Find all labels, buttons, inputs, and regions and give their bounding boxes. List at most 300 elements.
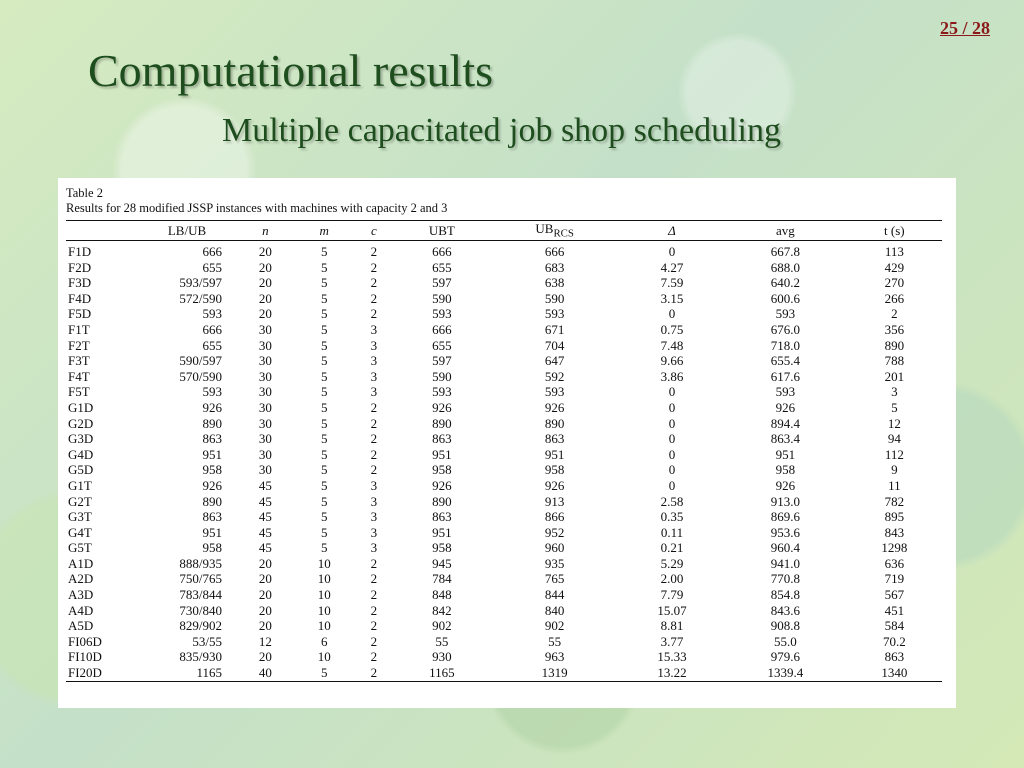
cell-ub-rcs: 902 [544, 618, 565, 634]
table-row [66, 618, 942, 634]
table-row [66, 338, 942, 354]
cell-ub-rcs: 844 [544, 587, 565, 603]
cell-n: 20 [258, 587, 272, 603]
cell-ub-rcs: 683 [544, 259, 565, 275]
cell-ub-rcs: 593 [544, 306, 565, 322]
cell-ub-rcs: 1319 [541, 665, 568, 681]
cell-time: 890 [884, 337, 905, 353]
cell-delta: 15.33 [657, 649, 687, 665]
cell-delta: 5.29 [660, 555, 684, 571]
cell-lb-ub: 666 [202, 321, 222, 337]
cell-time: 270 [884, 275, 905, 291]
cell-avg: 676.0 [770, 321, 801, 337]
cell-avg: 926 [775, 399, 796, 415]
cell-time: 3 [891, 384, 898, 400]
cell-time: 266 [884, 290, 905, 306]
cell-m: 5 [320, 477, 328, 493]
cell-instance: A2D [68, 571, 94, 587]
header-ub-subscript: RCS [553, 227, 574, 240]
cell-instance: F4T [68, 368, 90, 384]
cell-ub-rcs: 590 [544, 290, 565, 306]
table-row [66, 291, 942, 307]
cell-m: 5 [320, 446, 328, 462]
cell-time: 9 [891, 462, 898, 478]
table-row [66, 587, 942, 603]
cell-c: 2 [370, 665, 378, 681]
cell-avg: 55.0 [774, 633, 797, 649]
cell-n: 30 [258, 415, 272, 431]
table-row [66, 649, 942, 665]
cell-time: 201 [884, 368, 905, 384]
header-m: m [295, 221, 354, 241]
cell-lb-ub: 655 [202, 337, 222, 353]
cell-instance: FI20D [68, 665, 102, 681]
cell-ubt: 958 [432, 540, 452, 556]
cell-ub-rcs: 926 [544, 399, 565, 415]
cell-m: 5 [320, 244, 328, 259]
cell-ubt: 926 [432, 477, 452, 493]
cell-time: 567 [884, 587, 905, 603]
cell-delta: 3.77 [660, 633, 684, 649]
table-row [66, 462, 942, 478]
cell-instance: G4T [68, 524, 92, 540]
cell-ubt: 958 [432, 462, 452, 478]
cell-m: 5 [320, 665, 328, 681]
header-ub-label: UB [535, 221, 554, 237]
cell-c: 3 [370, 524, 378, 540]
cell-lb-ub: 863 [202, 431, 222, 447]
cell-instance: F3D [68, 275, 92, 291]
cell-n: 45 [258, 477, 272, 493]
cell-delta: 0 [668, 384, 676, 400]
header-n: n [236, 221, 295, 241]
cell-lb-ub: 593 [202, 384, 222, 400]
header-avg: avg [724, 221, 847, 241]
cell-lb-ub: 593 [202, 306, 222, 322]
cell-instance: A5D [68, 618, 94, 634]
cell-avg: 718.0 [770, 337, 801, 353]
cell-m: 10 [317, 587, 331, 603]
cell-ubt: 890 [432, 493, 452, 509]
cell-n: 20 [258, 602, 272, 618]
cell-time: 70.2 [882, 633, 906, 649]
cell-lb-ub: 951 [202, 524, 222, 540]
cell-avg: 926 [775, 477, 796, 493]
cell-instance: G2T [68, 493, 92, 509]
cell-n: 20 [258, 244, 272, 259]
cell-lb-ub: 666 [202, 244, 222, 259]
cell-avg: 843.6 [770, 602, 801, 618]
cell-n: 20 [258, 649, 272, 665]
cell-m: 5 [320, 431, 328, 447]
cell-c: 3 [370, 509, 378, 525]
slide-title: Computational results [88, 45, 494, 96]
cell-avg: 960.4 [770, 540, 801, 556]
cell-c: 2 [370, 244, 378, 259]
cell-m: 10 [317, 649, 331, 665]
table-row [66, 634, 942, 650]
table-row [66, 540, 942, 556]
cell-ub-rcs: 963 [544, 649, 565, 665]
cell-n: 30 [258, 431, 272, 447]
cell-time: 1298 [881, 540, 908, 556]
cell-delta: 7.48 [660, 337, 684, 353]
table-row [66, 509, 942, 525]
cell-ub-rcs: 671 [544, 321, 565, 337]
cell-m: 5 [320, 524, 328, 540]
cell-c: 2 [370, 649, 378, 665]
table-row [66, 571, 942, 587]
table-row [66, 525, 942, 541]
cell-m: 10 [317, 618, 331, 634]
cell-time: 843 [884, 524, 905, 540]
cell-lb-ub: 730/840 [179, 602, 222, 618]
cell-lb-ub: 958 [202, 540, 222, 556]
table-row [66, 400, 942, 416]
cell-avg: 941.0 [770, 555, 801, 571]
cell-instance: G5D [68, 462, 94, 478]
cell-n: 30 [258, 462, 272, 478]
cell-n: 20 [258, 555, 272, 571]
cell-n: 30 [258, 321, 272, 337]
cell-delta: 0.11 [660, 524, 684, 540]
cell-c: 2 [370, 587, 378, 603]
cell-n: 30 [258, 353, 272, 369]
cell-ub-rcs: 647 [544, 353, 565, 369]
cell-ub-rcs: 958 [544, 462, 565, 478]
cell-instance: A3D [68, 587, 94, 603]
cell-avg: 593 [775, 306, 796, 322]
cell-ub-rcs: 638 [544, 275, 565, 291]
cell-avg: 1339.4 [767, 665, 804, 681]
cell-instance: F5T [68, 384, 90, 400]
cell-delta: 0 [668, 477, 676, 493]
cell-n: 20 [258, 275, 272, 291]
cell-delta: 0 [668, 244, 676, 259]
cell-lb-ub: 888/935 [179, 555, 222, 571]
header-time: t (s) [847, 221, 942, 241]
cell-delta: 13.22 [657, 665, 687, 681]
cell-avg: 958 [775, 462, 796, 478]
cell-instance: FI10D [68, 649, 102, 665]
cell-n: 20 [258, 259, 272, 275]
cell-delta: 0 [668, 306, 676, 322]
cell-ubt: 593 [432, 384, 452, 400]
cell-m: 5 [320, 353, 328, 369]
cell-ub-rcs: 952 [544, 524, 565, 540]
header-delta: Δ [620, 221, 724, 241]
cell-ubt: 945 [432, 555, 452, 571]
cell-delta: 0 [668, 415, 676, 431]
cell-ub-rcs: 593 [544, 384, 565, 400]
cell-ubt: 597 [432, 353, 452, 369]
cell-lb-ub: 590/597 [179, 353, 222, 369]
results-table-body [66, 241, 942, 682]
cell-delta: 4.27 [660, 259, 684, 275]
cell-lb-ub: 655 [202, 259, 222, 275]
cell-time: 719 [884, 571, 905, 587]
cell-lb-ub: 829/902 [179, 618, 222, 634]
cell-m: 5 [320, 462, 328, 478]
cell-m: 10 [317, 602, 331, 618]
page-number[interactable]: 25 / 28 [939, 18, 990, 38]
cell-ub-rcs: 960 [544, 540, 565, 556]
table-row [66, 241, 942, 260]
cell-lb-ub: 958 [202, 462, 222, 478]
cell-avg: 951 [775, 446, 796, 462]
cell-ubt: 842 [432, 602, 452, 618]
cell-ubt: 951 [432, 524, 452, 540]
cell-time: 895 [884, 509, 905, 525]
cell-time: 863 [884, 649, 905, 665]
cell-c: 2 [370, 462, 378, 478]
cell-ubt: 655 [432, 259, 452, 275]
cell-instance: F1T [68, 321, 90, 337]
cell-instance: F2D [68, 259, 92, 275]
header-lb-ub: LB/UB [138, 221, 236, 241]
table-row [66, 494, 942, 510]
cell-n: 20 [258, 306, 272, 322]
cell-avg: 688.0 [770, 259, 801, 275]
cell-delta: 2.00 [660, 571, 684, 587]
cell-time: 788 [884, 353, 905, 369]
cell-instance: G2D [68, 415, 94, 431]
cell-delta: 7.59 [660, 275, 684, 291]
table-caption-text: Results for 28 modified JSSP instances with machines with capacity 2 and 3 [66, 201, 448, 215]
cell-avg: 770.8 [770, 571, 801, 587]
cell-ubt: 655 [432, 337, 452, 353]
cell-c: 2 [370, 431, 378, 447]
cell-ubt: 1165 [429, 665, 455, 681]
cell-time: 112 [884, 446, 904, 462]
cell-m: 5 [320, 321, 328, 337]
cell-ubt: 666 [432, 244, 452, 259]
table-row [66, 603, 942, 619]
cell-delta: 8.81 [660, 618, 684, 634]
cell-n: 30 [258, 399, 272, 415]
cell-avg: 667.8 [770, 244, 801, 259]
cell-time: 94 [887, 431, 901, 447]
cell-n: 30 [258, 368, 272, 384]
cell-m: 5 [320, 384, 328, 400]
cell-ubt: 863 [432, 509, 452, 525]
cell-lb-ub: 835/930 [179, 649, 222, 665]
cell-time: 782 [884, 493, 905, 509]
cell-lb-ub: 951 [202, 446, 222, 462]
header-c: c [354, 221, 395, 241]
cell-instance: G1D [68, 399, 94, 415]
cell-n: 30 [258, 337, 272, 353]
cell-c: 2 [370, 602, 378, 618]
table-row [66, 556, 942, 572]
cell-m: 5 [320, 337, 328, 353]
cell-ub-rcs: 765 [544, 571, 565, 587]
cell-lb-ub: 750/765 [179, 571, 222, 587]
cell-m: 5 [320, 368, 328, 384]
cell-delta: 2.58 [660, 493, 684, 509]
cell-c: 2 [370, 618, 378, 634]
cell-n: 45 [258, 509, 272, 525]
cell-delta: 0 [668, 446, 676, 462]
table-row [66, 447, 942, 463]
cell-lb-ub: 890 [202, 415, 222, 431]
cell-m: 5 [320, 306, 328, 322]
table-row [66, 306, 942, 322]
cell-lb-ub: 572/590 [179, 290, 222, 306]
cell-avg: 953.6 [770, 524, 801, 540]
results-table [66, 220, 942, 682]
cell-c: 2 [370, 555, 378, 571]
cell-n: 45 [258, 540, 272, 556]
cell-ub-rcs: 704 [544, 337, 565, 353]
cell-ubt: 890 [432, 415, 452, 431]
cell-ub-rcs: 926 [544, 477, 565, 493]
cell-avg: 908.8 [770, 618, 801, 634]
cell-c: 3 [370, 477, 378, 493]
cell-ub-rcs: 935 [544, 555, 565, 571]
cell-n: 45 [258, 493, 272, 509]
cell-m: 10 [317, 555, 331, 571]
cell-lb-ub: 783/844 [179, 587, 222, 603]
table-row [66, 322, 942, 338]
cell-lb-ub: 926 [202, 399, 222, 415]
cell-time: 113 [884, 244, 904, 259]
cell-avg: 869.6 [770, 509, 801, 525]
cell-avg: 913.0 [770, 493, 801, 509]
cell-delta: 3.15 [660, 290, 684, 306]
cell-instance: FI06D [68, 633, 102, 649]
cell-m: 5 [320, 399, 328, 415]
cell-c: 3 [370, 384, 378, 400]
cell-ubt: 590 [432, 290, 452, 306]
cell-delta: 3.86 [660, 368, 684, 384]
cell-delta: 0.75 [660, 321, 684, 337]
cell-avg: 979.6 [770, 649, 801, 665]
cell-instance: G3T [68, 509, 92, 525]
cell-m: 5 [320, 275, 328, 291]
cell-c: 2 [370, 306, 378, 322]
cell-n: 45 [258, 524, 272, 540]
cell-ubt: 863 [432, 431, 452, 447]
cell-time: 429 [884, 259, 905, 275]
cell-c: 2 [370, 259, 378, 275]
cell-c: 2 [370, 275, 378, 291]
cell-n: 30 [258, 446, 272, 462]
cell-ub-rcs: 55 [548, 633, 562, 649]
table-row [66, 353, 942, 369]
cell-n: 20 [258, 290, 272, 306]
cell-ub-rcs: 951 [544, 446, 565, 462]
cell-time: 356 [884, 321, 905, 337]
cell-c: 3 [370, 337, 378, 353]
cell-delta: 7.79 [660, 587, 684, 603]
cell-c: 2 [370, 290, 378, 306]
slide-subtitle: Multiple capacitated job shop scheduling [222, 112, 781, 149]
cell-delta: 0.21 [660, 540, 684, 556]
cell-ub-rcs: 913 [544, 493, 565, 509]
header-ubt: UBT [394, 221, 489, 241]
table-caption-number: Table 2 [66, 186, 103, 200]
cell-m: 5 [320, 509, 328, 525]
cell-instance: G4D [68, 446, 94, 462]
cell-n: 20 [258, 618, 272, 634]
cell-ubt: 55 [435, 633, 449, 649]
cell-c: 2 [370, 446, 378, 462]
cell-avg: 894.4 [770, 415, 801, 431]
cell-m: 6 [320, 633, 328, 649]
cell-ub-rcs: 866 [544, 509, 565, 525]
cell-lb-ub: 570/590 [179, 368, 222, 384]
cell-c: 3 [370, 353, 378, 369]
cell-delta: 0.35 [660, 509, 684, 525]
cell-c: 3 [370, 368, 378, 384]
table-row [66, 416, 942, 432]
cell-time: 636 [884, 555, 905, 571]
table-row [66, 275, 942, 291]
cell-c: 3 [370, 540, 378, 556]
table-row [66, 431, 942, 447]
cell-ubt: 597 [432, 275, 452, 291]
cell-lb-ub: 53/55 [192, 633, 222, 649]
cell-time: 12 [887, 415, 901, 431]
table-row [66, 478, 942, 494]
cell-instance: G5T [68, 540, 92, 556]
cell-m: 5 [320, 540, 328, 556]
cell-ubt: 666 [432, 321, 452, 337]
cell-time: 2 [891, 306, 898, 322]
cell-avg: 593 [775, 384, 796, 400]
table-row [66, 260, 942, 276]
cell-time: 1340 [881, 665, 908, 681]
cell-m: 5 [320, 415, 328, 431]
cell-time: 584 [884, 618, 905, 634]
cell-ub-rcs: 592 [544, 368, 565, 384]
cell-m: 5 [320, 259, 328, 275]
cell-instance: G3D [68, 431, 94, 447]
cell-lb-ub: 926 [202, 477, 222, 493]
cell-n: 30 [258, 384, 272, 400]
table-row [66, 665, 942, 681]
cell-n: 12 [258, 633, 272, 649]
cell-c: 2 [370, 633, 378, 649]
cell-ubt: 784 [432, 571, 452, 587]
cell-lb-ub: 863 [202, 509, 222, 525]
header-ub-rcs [489, 221, 619, 241]
cell-delta: 15.07 [657, 602, 687, 618]
cell-instance: A4D [68, 602, 94, 618]
cell-c: 2 [370, 415, 378, 431]
results-table-image [58, 178, 956, 708]
cell-ub-rcs: 666 [544, 244, 565, 259]
cell-avg: 863.4 [770, 431, 801, 447]
cell-delta: 9.66 [660, 353, 684, 369]
cell-ub-rcs: 890 [544, 415, 565, 431]
cell-ubt: 926 [432, 399, 452, 415]
cell-lb-ub: 593/597 [179, 275, 222, 291]
cell-time: 451 [884, 602, 905, 618]
cell-avg: 640.2 [770, 275, 801, 291]
cell-n: 20 [258, 571, 272, 587]
cell-avg: 655.4 [770, 353, 801, 369]
cell-ubt: 930 [432, 649, 452, 665]
cell-instance: F1D [68, 244, 92, 259]
cell-lb-ub: 1165 [196, 665, 222, 681]
cell-ubt: 902 [432, 618, 452, 634]
table-header-row [66, 221, 942, 241]
cell-ub-rcs: 840 [544, 602, 565, 618]
cell-c: 3 [370, 321, 378, 337]
cell-m: 5 [320, 290, 328, 306]
